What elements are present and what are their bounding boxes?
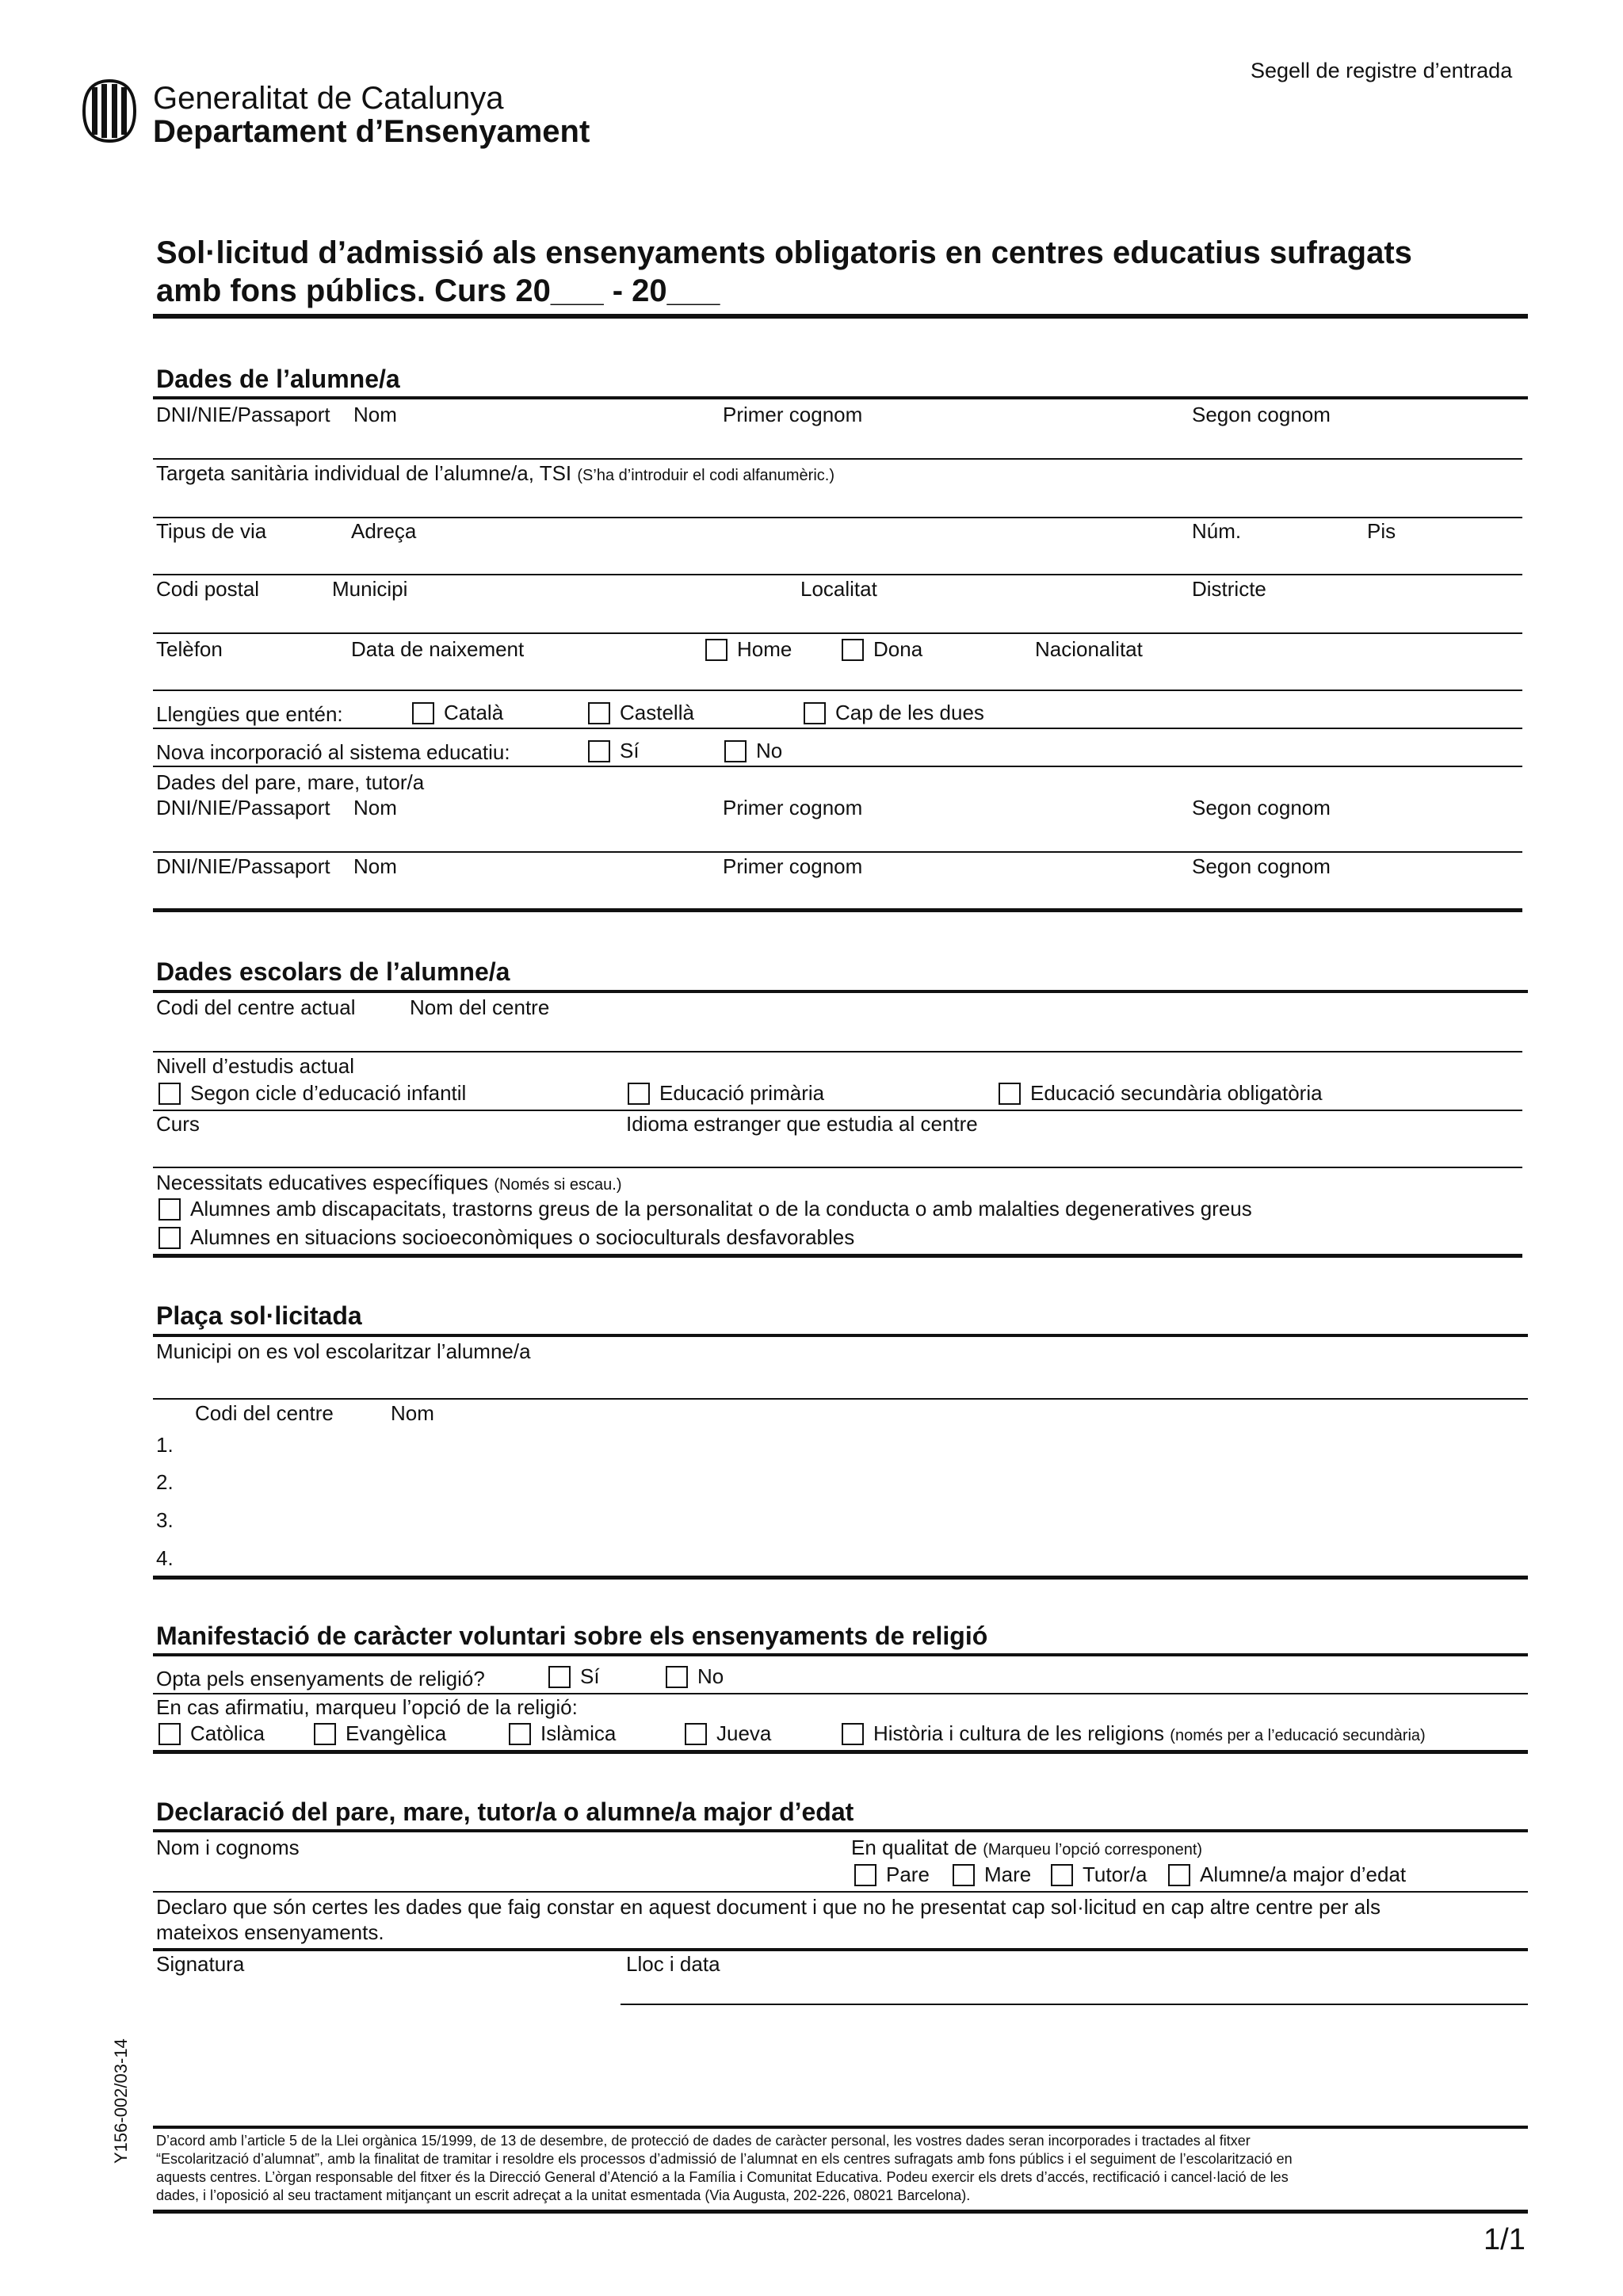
- checkbox-label: Sí: [580, 1664, 600, 1688]
- form-code: Y156-002/03-14: [111, 2038, 131, 2164]
- checkbox-nova-no[interactable]: [724, 739, 782, 762]
- checkbox-label: Catòlica: [190, 1721, 265, 1745]
- label-codi-centre: Codi del centre: [195, 1401, 334, 1425]
- label-curs: Curs: [156, 1112, 200, 1136]
- label-primer-cognom: Primer cognom: [723, 403, 863, 426]
- checkbox-home[interactable]: [705, 637, 792, 661]
- label-segon-cognom: Segon cognom: [1192, 403, 1331, 426]
- checkbox-cap-de-les-dues[interactable]: [804, 701, 984, 724]
- privacy-notice-line1: D’acord amb l’article 5 de la Llei orgànica 15/1999, de 13 de desembre, de protecció de dades de caràcter personal, les vostres dades seran incorporades i tractades al fitxer: [156, 2133, 1251, 2149]
- choice-row-number: 2.: [156, 1470, 174, 1494]
- checkbox-label: Català: [444, 701, 504, 724]
- section-heading-religion: Manifestació de caràcter voluntari sobre els ensenyaments de religió: [156, 1622, 988, 1650]
- checkbox-islamica[interactable]: [509, 1721, 616, 1745]
- checkbox-label: Alumnes amb discapacitats, trastorns greus de la personalitat o de la conducta o amb malalties degeneratives greus: [190, 1197, 1252, 1221]
- checkbox-secundaria[interactable]: [999, 1081, 1323, 1105]
- checkbox-label: Dona: [873, 637, 923, 661]
- declaration-text-line2: mateixos ensenyaments.: [156, 1920, 384, 1944]
- field-divider: [153, 1693, 1528, 1694]
- checkbox-box[interactable]: [724, 740, 747, 762]
- choice-row-number: 3.: [156, 1508, 174, 1532]
- field-divider: [153, 1051, 1522, 1052]
- label-idioma: Idioma estranger que estudia al centre: [626, 1112, 978, 1136]
- checkbox-label: Islàmica: [540, 1721, 617, 1745]
- checkbox-nova-si[interactable]: [588, 739, 640, 762]
- section-rule: [153, 1948, 1528, 1951]
- section-rule: [153, 1254, 1522, 1258]
- section-rule: [153, 990, 1528, 993]
- checkbox-label: Segon cicle d’educació infantil: [190, 1081, 467, 1105]
- field-divider: [153, 458, 1522, 460]
- checkbox-castella[interactable]: [588, 701, 694, 724]
- label-dni: DNI/NIE/Passaport: [156, 854, 330, 878]
- field-divider: [153, 1891, 1528, 1893]
- checkbox-label: No: [756, 739, 783, 762]
- checkbox-note: (només per a l’educació secundària): [1170, 1727, 1426, 1744]
- checkbox-label: Mare: [984, 1862, 1032, 1886]
- checkbox-tutor[interactable]: [1051, 1862, 1147, 1886]
- field-divider: [153, 1167, 1522, 1168]
- privacy-notice-line2: “Escolarització d’alumnat”, amb la finalitat de tramitar i resoldre els processos d’admissió de l’alumnat en els centres sufragats amb fons públics i el seguiment de l’escolarització en: [156, 2151, 1293, 2167]
- label-dni: DNI/NIE/Passaport: [156, 796, 330, 819]
- privacy-notice-line4: dades, i l’oposició al seu tractament mitjançant un escrit adreçat a la unitat esmentada (Via Augusta, 202-226, 08021 Barcelona).: [156, 2187, 971, 2203]
- label-num: Núm.: [1192, 519, 1242, 543]
- field-divider: [153, 574, 1522, 575]
- footer-rule: [153, 2210, 1528, 2214]
- field-divider: [153, 1398, 1528, 1400]
- choice-row-number: 1.: [156, 1433, 174, 1457]
- label-en-qualitat: En qualitat de (Marqueu l’opció corresponent): [851, 1836, 1203, 1859]
- checkbox-box[interactable]: [158, 1227, 181, 1249]
- checkbox-box[interactable]: [158, 1198, 181, 1221]
- label-lloc-data: Lloc i data: [626, 1952, 720, 1976]
- label-afirmatiu: En cas afirmatiu, marqueu l’opció de la religió:: [156, 1695, 578, 1719]
- checkbox-box[interactable]: [412, 702, 434, 724]
- declaration-text-line1: Declaro que són certes les dades que faig constar en aquest document i que no he presentat cap sol·licitud en cap altre centre per als: [156, 1895, 1381, 1919]
- checkbox-label: Tutor/a: [1083, 1862, 1148, 1886]
- section-rule: [153, 396, 1528, 399]
- label-nom: Nom: [353, 854, 397, 878]
- label-localitat: Localitat: [800, 577, 877, 601]
- checkbox-religio-no[interactable]: [666, 1664, 724, 1688]
- checkbox-catolica[interactable]: [158, 1721, 265, 1745]
- field-divider: [153, 1110, 1522, 1111]
- section-heading-school: Dades escolars de l’alumne/a: [156, 957, 510, 986]
- label-codi-postal: Codi postal: [156, 577, 260, 601]
- checkbox-label: Educació secundària obligatòria: [1030, 1081, 1323, 1105]
- field-divider: [153, 517, 1522, 518]
- checkbox-label: Educació primària: [659, 1081, 825, 1105]
- label-nom: Nom: [391, 1401, 434, 1425]
- checkbox-box[interactable]: [1051, 1864, 1073, 1886]
- checkbox-discapacitats[interactable]: [158, 1197, 1252, 1221]
- section-rule: [153, 1750, 1528, 1754]
- checkbox-label: No: [697, 1664, 724, 1688]
- label-nom: Nom: [353, 796, 397, 819]
- label-nova-incorporacio: Nova incorporació al sistema educatiu:: [156, 740, 510, 764]
- checkbox-evangelica[interactable]: [314, 1721, 446, 1745]
- checkbox-jueva[interactable]: [685, 1721, 771, 1745]
- label-nom-cognoms: Nom i cognoms: [156, 1836, 300, 1859]
- checkbox-box[interactable]: [509, 1723, 531, 1745]
- checkbox-label: Jueva: [716, 1721, 772, 1745]
- checkbox-box[interactable]: [1168, 1864, 1190, 1886]
- checkbox-box[interactable]: [685, 1723, 707, 1745]
- field-divider: [153, 632, 1522, 634]
- label-primer-cognom: Primer cognom: [723, 796, 863, 819]
- checkbox-label: Sí: [620, 739, 640, 762]
- checkbox-box[interactable]: [314, 1723, 336, 1745]
- checkbox-mare[interactable]: [953, 1862, 1031, 1886]
- form-title-line1: Sol·licitud d’admissió als ensenyaments obligatoris en centres educatius sufragats: [156, 235, 1412, 270]
- checkbox-box[interactable]: [842, 1723, 864, 1745]
- label-opta-religio: Opta pels ensenyaments de religió?: [156, 1667, 485, 1690]
- section-rule: [153, 1334, 1528, 1337]
- page-number: 1/1: [1484, 2223, 1526, 2256]
- label-necessitats: Necessitats educatives específiques (Només si escau.): [156, 1171, 622, 1194]
- label-data-naixement: Data de naixement: [351, 637, 525, 661]
- checkbox-box[interactable]: [804, 702, 826, 724]
- field-divider: [153, 766, 1522, 767]
- checkbox-box[interactable]: [158, 1723, 181, 1745]
- checkbox-label: Pare: [886, 1862, 930, 1886]
- section-rule: [153, 908, 1522, 912]
- section-rule: [153, 1829, 1528, 1832]
- generalitat-logo-icon: [82, 79, 136, 143]
- title-rule: [153, 314, 1528, 319]
- label-telefon: Telèfon: [156, 637, 223, 661]
- form-title-line2: amb fons públics. Curs 20___ - 20___: [156, 273, 720, 308]
- label-districte: Districte: [1192, 577, 1266, 601]
- checkbox-box[interactable]: [953, 1864, 975, 1886]
- label-primer-cognom: Primer cognom: [723, 854, 863, 878]
- checkbox-dona[interactable]: [842, 637, 922, 661]
- label-adreca: Adreça: [351, 519, 417, 543]
- signature-line: [621, 2004, 1528, 2005]
- registry-stamp-label: Segell de registre d’entrada: [1251, 59, 1513, 82]
- field-divider: [153, 728, 1522, 729]
- label-nom: Nom: [353, 403, 397, 426]
- checkbox-box[interactable]: [854, 1864, 876, 1886]
- checkbox-box[interactable]: [628, 1083, 650, 1105]
- checkbox-religio-si[interactable]: [548, 1664, 600, 1688]
- checkbox-box[interactable]: [588, 702, 610, 724]
- checkbox-historia-religions[interactable]: [842, 1721, 1426, 1748]
- label-tsi: Targeta sanitària individual de l’alumne/a, TSI (S’ha d’introduir el codi alfanumèric.): [156, 461, 834, 485]
- checkbox-label: Home: [737, 637, 792, 661]
- checkbox-infantil[interactable]: [158, 1081, 466, 1105]
- checkbox-situacions[interactable]: [158, 1225, 854, 1249]
- section-rule: [153, 1576, 1528, 1580]
- checkbox-label: Història i cultura de les religions: [873, 1721, 1165, 1745]
- checkbox-box[interactable]: [999, 1083, 1021, 1105]
- privacy-notice-line3: aquests centres. L’òrgan responsable del fitxer és la Direcció General d’Atenció a la Família i Comunitat Educativa. Podeu exercir els drets d’accés, rectificació i cancel·lació de les: [156, 2169, 1289, 2185]
- label-dni: DNI/NIE/Passaport: [156, 403, 330, 426]
- checkbox-label: Alumnes en situacions socioeconòmiques o socioculturals desfavorables: [190, 1225, 855, 1249]
- choice-row-number: 4.: [156, 1546, 174, 1570]
- checkbox-catala[interactable]: [412, 701, 503, 724]
- checkbox-label: Cap de les dues: [835, 701, 984, 724]
- label-nacionalitat: Nacionalitat: [1035, 637, 1143, 661]
- field-divider: [153, 851, 1522, 853]
- checkbox-box[interactable]: [666, 1666, 688, 1688]
- label-tipus-via: Tipus de via: [156, 519, 267, 543]
- label-pis: Pis: [1367, 519, 1396, 543]
- department-name: Departament d’Ensenyament: [153, 114, 590, 149]
- label-dades-pare: Dades del pare, mare, tutor/a: [156, 770, 425, 794]
- label-llengues: Llengües que entén:: [156, 702, 343, 726]
- section-heading-declaration: Declaració del pare, mare, tutor/a o alumne/a major d’edat: [156, 1797, 854, 1826]
- checkbox-primaria[interactable]: [628, 1081, 824, 1105]
- label-municipi: Municipi: [332, 577, 408, 601]
- field-divider: [153, 690, 1522, 691]
- label-segon-cognom: Segon cognom: [1192, 854, 1331, 878]
- label-nivell-estudis: Nivell d’estudis actual: [156, 1054, 355, 1078]
- label-signatura: Signatura: [156, 1952, 245, 1976]
- checkbox-label: Evangèlica: [346, 1721, 447, 1745]
- checkbox-label: Castellà: [620, 701, 694, 724]
- org-name: Generalitat de Catalunya: [153, 81, 504, 116]
- checkbox-alumne-major[interactable]: [1168, 1862, 1406, 1886]
- checkbox-box[interactable]: [705, 639, 727, 661]
- label-municipi-escolaritzar: Municipi on es vol escolaritzar l’alumne/a: [156, 1339, 531, 1363]
- checkbox-pare[interactable]: [854, 1862, 930, 1886]
- section-heading-student: Dades de l’alumne/a: [156, 365, 400, 393]
- label-codi-centre-actual: Codi del centre actual: [156, 995, 356, 1019]
- section-heading-place: Plaça sol·licitada: [156, 1301, 362, 1330]
- checkbox-box[interactable]: [588, 740, 610, 762]
- footer-rule: [153, 2126, 1528, 2129]
- checkbox-box[interactable]: [548, 1666, 571, 1688]
- label-segon-cognom: Segon cognom: [1192, 796, 1331, 819]
- section-rule: [153, 1653, 1528, 1656]
- checkbox-box[interactable]: [842, 639, 864, 661]
- checkbox-box[interactable]: [158, 1083, 181, 1105]
- label-nom-centre: Nom del centre: [410, 995, 550, 1019]
- checkbox-label: Alumne/a major d’edat: [1200, 1862, 1407, 1886]
